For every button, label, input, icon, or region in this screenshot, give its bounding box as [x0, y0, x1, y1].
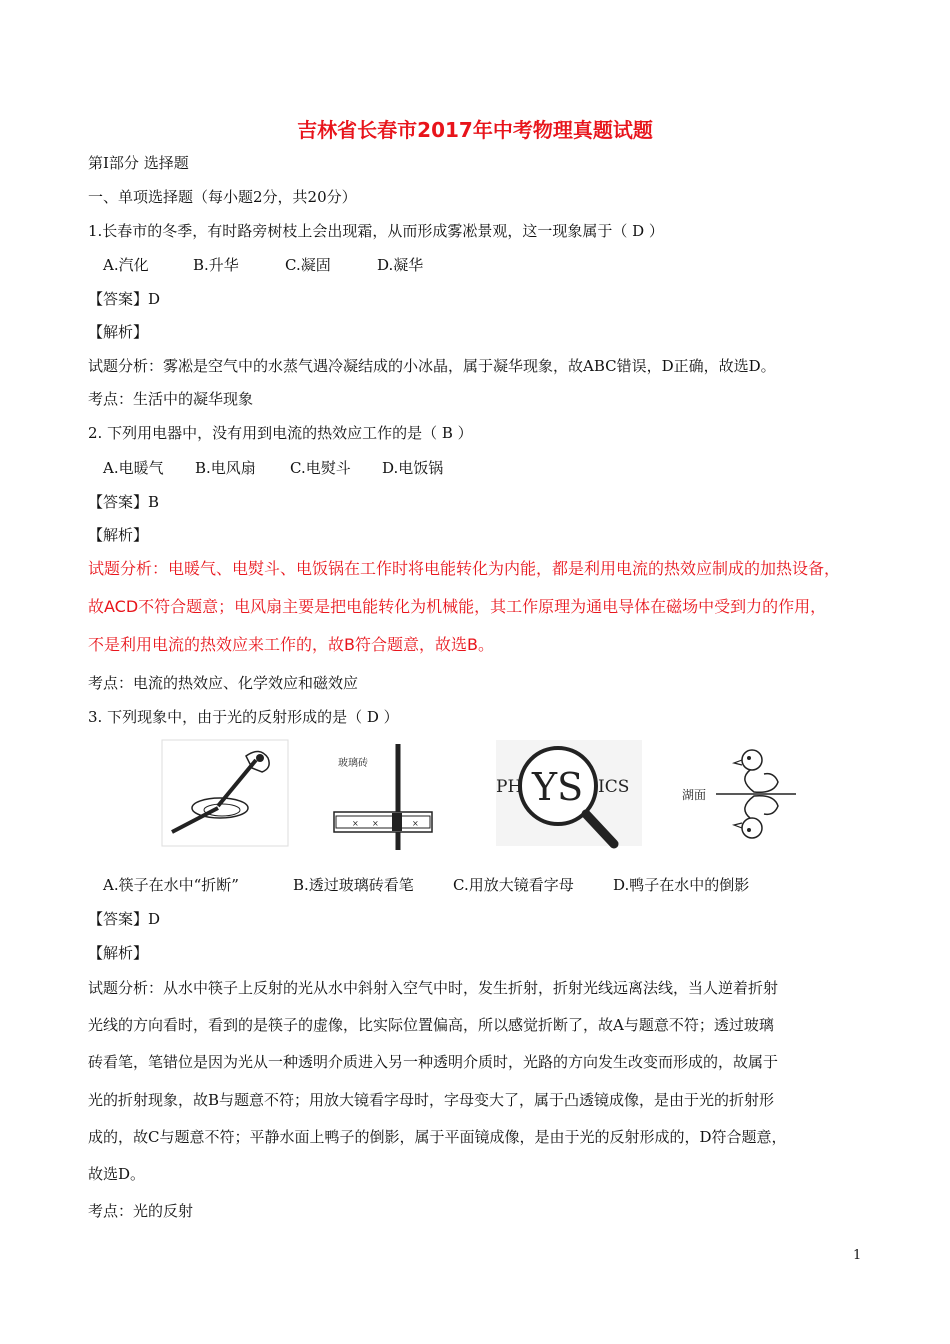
q3-point: 考点：光的反射 [88, 1202, 194, 1220]
q2-option-c: C.电熨斗 [290, 459, 351, 477]
q1-answer: 【答案】D [88, 290, 161, 308]
q3-option-d: D.鸭子在水中的倒影 [613, 876, 750, 894]
q3-option-b: B.透过玻璃砖看笔 [293, 876, 414, 894]
q1-analysis-label: 【解析】 [88, 323, 149, 341]
q3-option-c: C.用放大镜看字母 [453, 876, 574, 894]
q1-option-c: C.凝固 [285, 256, 331, 274]
q3-analysis-label: 【解析】 [88, 944, 149, 962]
q2-stem: 2. 下列用电器中，没有用到电流的热效应工作的是（ B ） [88, 424, 473, 442]
q3-analysis-line-1: 试题分析：从水中筷子上反射的光从水中斜射入空气中时，发生折射，折射光线远离法线，当人逆着折射 [88, 979, 779, 997]
q2-analysis-line-1: 试题分析：电暖气、电熨斗、电饭锅在工作时将电能转化为内能，都是利用电流的热效应制成的加热设备， [88, 559, 841, 578]
q3-options [103, 875, 749, 895]
q2-option-b: B.电风扇 [195, 459, 256, 477]
page-number: 1 [853, 1248, 862, 1263]
chopsticks-figure [160, 738, 290, 850]
q2-option-a: A.电暖气 [103, 459, 164, 477]
part-heading: 第Ⅰ部分 选择题 [88, 154, 189, 172]
letters-mid: YS [532, 765, 584, 809]
q2-options [103, 458, 443, 478]
q1-stem: 1.长春市的冬季，有时路旁树枝上会出现霜，从而形成雾凇景观，这一现象属于（ D ） [88, 222, 664, 240]
q2-analysis-line-2: 故ACD不符合题意；电风扇主要是把电能转化为机械能，其工作原理为通电导体在磁场中受到力的作用， [88, 597, 827, 616]
q3-analysis-line-4: 光的折射现象，故B与题意不符；用放大镜看字母时，字母变大了，属于凸透镜成像，是由于光的折射形 [88, 1091, 775, 1109]
q1-option-a: A.汽化 [103, 256, 149, 274]
svg-text:×: × [352, 819, 359, 828]
section-heading: 一、单项选择题（每小题2分，共20分） [88, 188, 357, 206]
page-title: 吉林省长春市2017年中考物理真题试题 [297, 118, 653, 142]
letters-left: PH [496, 777, 523, 797]
magnifier-figure [494, 738, 644, 850]
q2-analysis-line-3: 不是利用电流的热效应来工作的，故B符合题意，故选B。 [88, 635, 494, 654]
svg-text:×: × [412, 819, 419, 828]
q1-option-b: B.升华 [193, 256, 239, 274]
q3-stem: 3. 下列现象中，由于光的反射形成的是（ D ） [88, 708, 399, 726]
q2-option-d: D.电饭锅 [382, 459, 444, 477]
q1-option-d: D.凝华 [377, 256, 424, 274]
q3-analysis-line-3: 砖看笔，笔错位是因为光从一种透明介质进入另一种透明介质时，光路的方向发生改变而形成的，故属于 [88, 1053, 779, 1071]
q1-options [103, 255, 423, 275]
q3-analysis-line-6: 故选D。 [88, 1165, 146, 1183]
q2-answer: 【答案】B [88, 493, 160, 511]
q2-analysis-label: 【解析】 [88, 526, 149, 544]
q1-point: 考点：生活中的凝华现象 [88, 390, 254, 408]
letters-right: ICS [598, 777, 630, 797]
q3-analysis-line-2: 光线的方向看时，看到的是筷子的虚像，比实际位置偏高，所以感觉折断了，故A与题意不符；透过玻璃 [88, 1016, 774, 1034]
svg-text:×: × [372, 819, 379, 828]
q3-analysis-line-5: 成的，故C与题意不符；平静水面上鸭子的倒影，属于平面镜成像，是由于光的反射形成的，D符合题意， [88, 1128, 787, 1146]
glass-label: 玻璃砖 [338, 758, 368, 769]
q2-point: 考点：电流的热效应、化学效应和磁效应 [88, 674, 359, 692]
glass-block-figure [330, 738, 440, 850]
q3-option-a: A.筷子在水中“折断” [103, 876, 239, 894]
lake-label: 湖面 [682, 788, 707, 802]
duck-reflection-figure [680, 738, 800, 850]
q1-analysis: 试题分析：雾凇是空气中的水蒸气遇冷凝结成的小冰晶，属于凝华现象，故ABC错误，D正确，故选D。 [88, 357, 776, 375]
q3-answer: 【答案】D [88, 910, 161, 928]
